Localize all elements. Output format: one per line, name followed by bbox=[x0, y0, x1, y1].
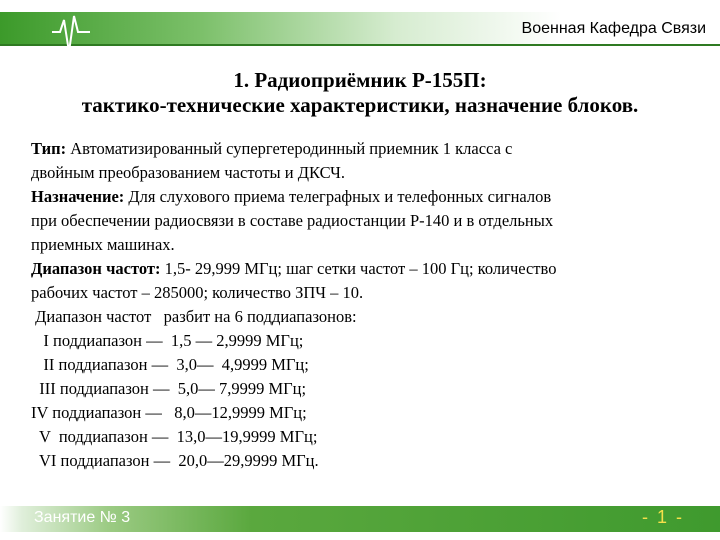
split-line: Диапазон частот разбит на 6 поддиапазонов: bbox=[31, 307, 357, 326]
type-label: Тип: bbox=[31, 139, 67, 158]
type-text: Автоматизированный супергетеродинный приемник 1 класса с bbox=[66, 139, 513, 158]
lesson-label: Занятие № 3 bbox=[34, 509, 131, 526]
range-line bbox=[31, 257, 701, 281]
header-divider bbox=[0, 44, 720, 46]
range-text: 1,5- 29,999 МГц; шаг сетки частот – 100 Гц; количество bbox=[160, 259, 557, 278]
type-line-2: двойным преобразованием частоты и ДКСЧ. bbox=[31, 163, 346, 182]
type-line bbox=[31, 137, 701, 161]
subband-item: III поддиапазон — 5,0— 7,9999 МГц; bbox=[31, 379, 307, 398]
department-name: Военная Кафедра Связи bbox=[521, 20, 706, 37]
title-line-1: 1. Радиоприёмник Р-155П: bbox=[233, 68, 487, 92]
page-number: - 1 - bbox=[641, 507, 684, 527]
range-line-2: рабочих частот – 285000; количество ЗПЧ – 10. bbox=[31, 283, 364, 302]
slide-title bbox=[0, 68, 720, 118]
range-label: Диапазон частот: bbox=[31, 259, 161, 278]
purpose-text: Для слухового приема телеграфных и телефонных сигналов bbox=[124, 187, 552, 206]
purpose-line bbox=[31, 185, 701, 209]
purpose-line-2: при обеспечении радиосвязи в составе радиостанции Р-140 и в отдельных bbox=[31, 211, 554, 230]
title-line-2: тактико-технические характеристики, назначение блоков. bbox=[81, 93, 639, 117]
slide-content bbox=[31, 137, 701, 473]
purpose-label: Назначение: bbox=[31, 187, 125, 206]
subband-item: I поддиапазон — 1,5 — 2,9999 МГц; bbox=[31, 331, 304, 350]
subband-item: V поддиапазон — 13,0—19,9999 МГц; bbox=[31, 427, 318, 446]
signal-wave-icon bbox=[52, 14, 92, 56]
subband-item: VI поддиапазон — 20,0—29,9999 МГц. bbox=[31, 451, 319, 470]
subband-item: II поддиапазон — 3,0— 4,9999 МГц; bbox=[31, 355, 309, 374]
purpose-line-3: приемных машинах. bbox=[31, 235, 175, 254]
subband-item: IV поддиапазон — 8,0—12,9999 МГц; bbox=[31, 403, 307, 422]
